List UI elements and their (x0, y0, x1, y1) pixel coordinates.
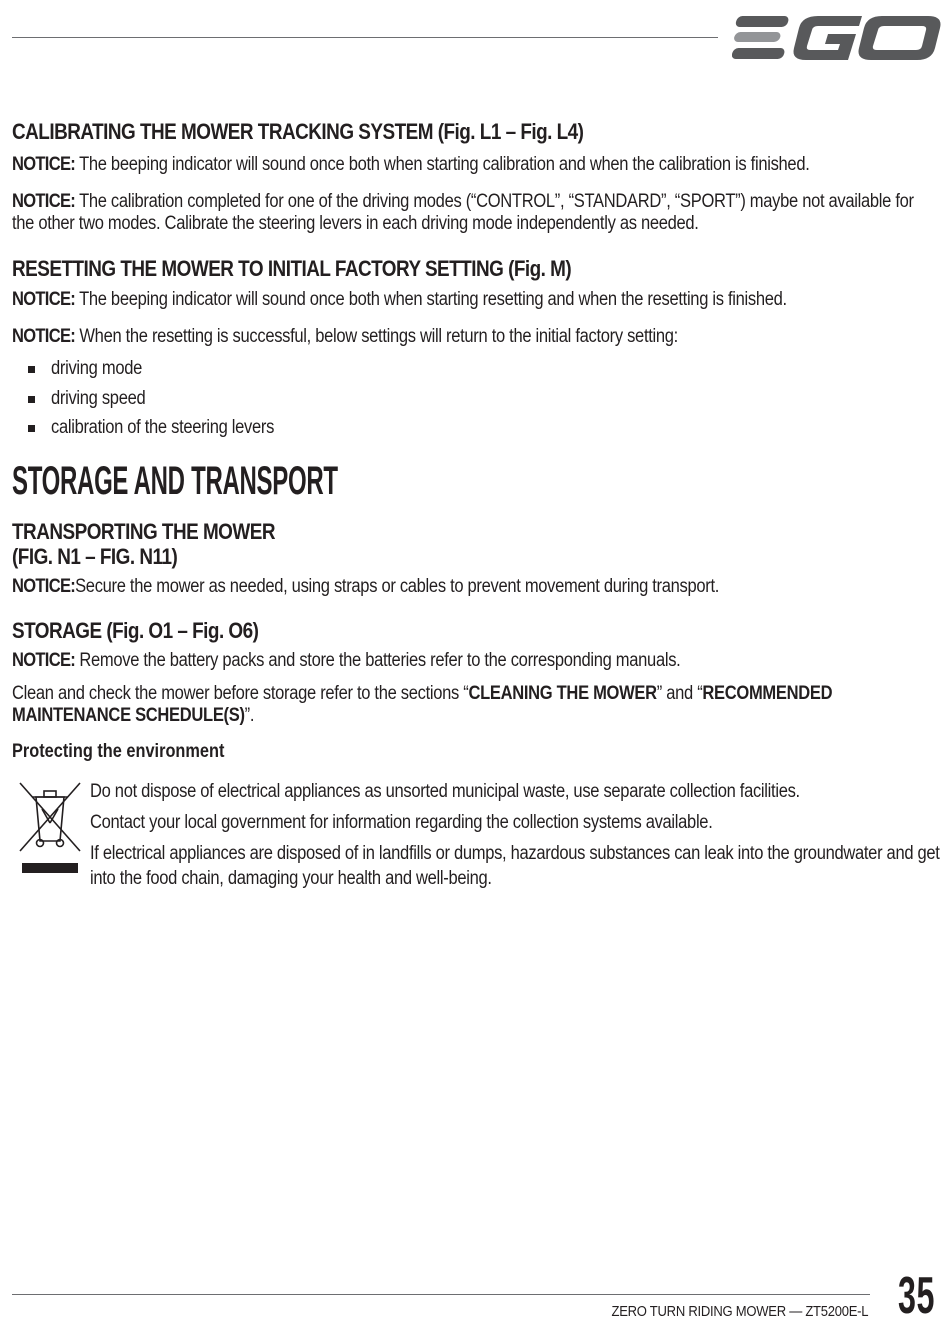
list-item: calibration of the steering levers (12, 417, 937, 447)
notice-text: The beeping indicator will sound once both when starting calibration and when the calibration is finished. (75, 154, 810, 175)
transporting-heading-line-2: (FIG. N1 – FIG. N11) (12, 543, 178, 569)
calibrating-notice-1 (12, 154, 939, 176)
transporting-heading-line-1: TRANSPORTING THE MOWER (12, 518, 275, 544)
notice-label: NOTICE: (12, 575, 76, 597)
environment-block (12, 779, 940, 889)
notice-text: Secure the mower as needed, using straps or cables to prevent movement during transport. (75, 575, 720, 597)
notice-label: NOTICE: (12, 326, 76, 347)
calibrating-heading: CALIBRATING THE MOWER TRACKING SYSTEM (Fig. L1 – Fig. L4) (12, 119, 584, 144)
list-item: driving mode (12, 358, 937, 388)
transporting-notice (12, 576, 939, 598)
storage-cleaning-text: Clean and check the mower before storage refer to the sections “CLEANING THE MOWER” and “RECOMMENDED MAINTENANCE SCHEDULE(S)”. (12, 682, 833, 726)
storage-notice (12, 650, 939, 672)
crossed-out-bin-icon (18, 779, 82, 883)
resetting-heading: RESETTING THE MOWER TO INITIAL FACTORY SETTING (Fig. M) (12, 256, 572, 281)
header-rule (12, 37, 718, 38)
notice-text: Remove the battery packs and store the batteries refer to the corresponding manuals. (75, 649, 681, 671)
notice-text: When the resetting is successful, below settings will return to the initial factory setting: (75, 326, 678, 347)
notice-label: NOTICE: (12, 154, 76, 175)
bullet-square-icon (28, 366, 35, 373)
bullet-square-icon (28, 396, 35, 403)
footer-rule (12, 1294, 870, 1295)
resetting-notice-2 (12, 326, 939, 348)
notice-label: NOTICE: (12, 649, 76, 671)
environment-text (90, 779, 950, 891)
maintenance-section-ref: RECOMMENDED MAINTENANCE SCHEDULE(S) (12, 682, 833, 726)
environment-line-1: Do not dispose of electrical appliances as unsorted municipal waste, use separate collection facilities. (90, 780, 800, 802)
notice-text: The calibration completed for one of the driving modes (“CONTROL”, “STANDARD”, “SPORT”) maybe not available for the other two modes. Calibrate the steering levers in each driving mode independently as needed. (12, 191, 914, 234)
page-content (12, 118, 940, 889)
environment-line-2: Contact your local government for information regarding the collection systems available. (90, 811, 713, 833)
reset-settings-list (12, 358, 937, 447)
footer-product-name: ZERO TURN RIDING MOWER — ZT5200E-L (611, 1304, 868, 1320)
calibrating-notice-2 (12, 191, 939, 235)
page-number: 35 (898, 1267, 936, 1325)
notice-label: NOTICE: (12, 191, 76, 212)
notice-label: NOTICE: (12, 289, 76, 310)
resetting-notice-1 (12, 289, 939, 311)
environment-line-3: If electrical appliances are disposed of in landfills or dumps, hazardous substances can leak into the groundwater and get into the food chain, damaging your health and well-being. (90, 842, 940, 889)
notice-text: The beeping indicator will sound once both when starting resetting and when the resetting is finished. (75, 289, 787, 310)
bullet-square-icon (28, 425, 35, 432)
ego-logo (732, 14, 944, 62)
list-item: driving speed (12, 388, 937, 418)
storage-heading: STORAGE (Fig. O1 – Fig. O6) (12, 617, 259, 643)
cleaning-section-ref: CLEANING THE MOWER (468, 682, 657, 704)
storage-transport-heading: STORAGE AND TRANSPORT (12, 458, 338, 503)
environment-heading: Protecting the environment (12, 740, 225, 762)
